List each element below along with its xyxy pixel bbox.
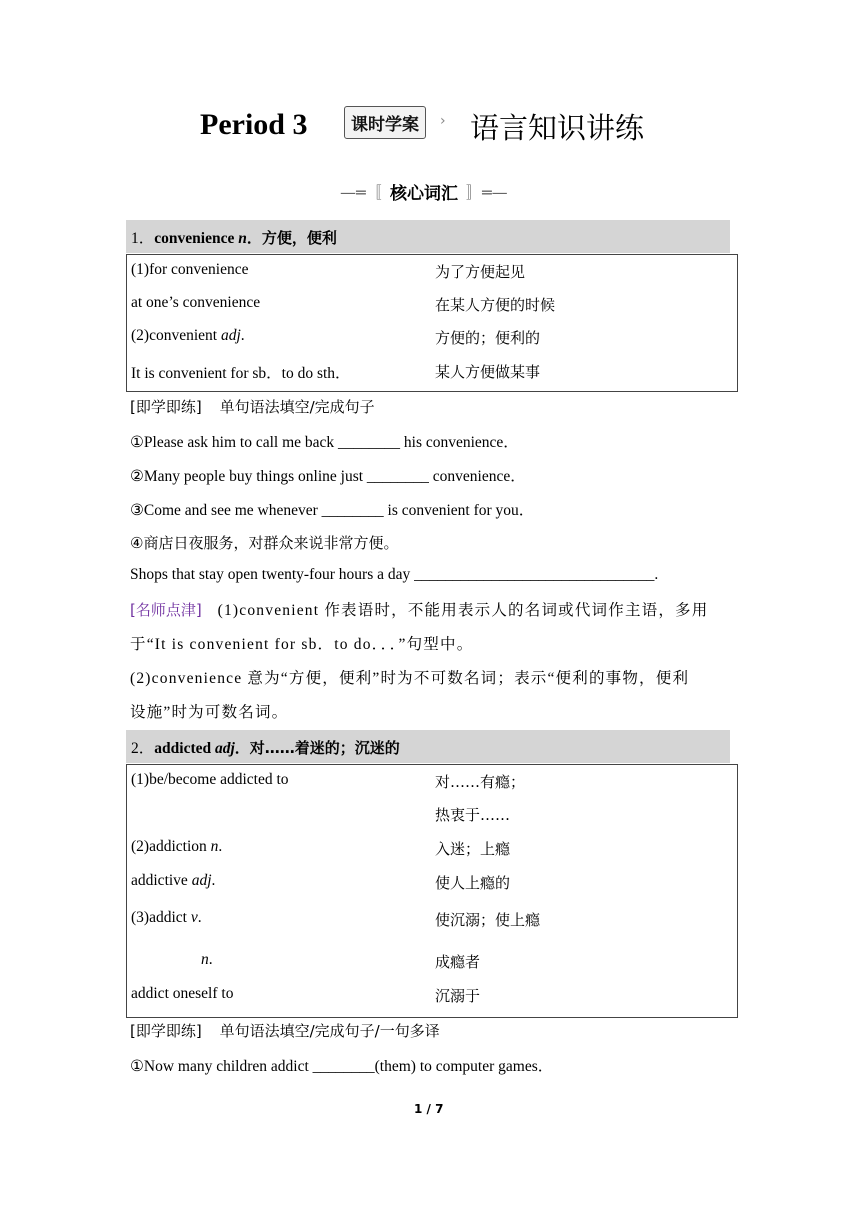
- entry-word: convenience: [154, 230, 235, 247]
- section-deco-right-icon: 〛═—: [466, 183, 508, 202]
- entry-table-convenience: (1)for convenience 为了方便起见 at one’s convenience 在某人方便的时候 (2)convenient adj. 方便的；便利的 It is convenient for sb．to do sth． 某人方便做某事: [126, 254, 738, 392]
- section-title: 核心词汇: [390, 184, 458, 204]
- exercise-q2: ②Many people buy things online just ________ convenience．: [130, 468, 526, 485]
- tip-line-4: 设施”时为可数名词。: [130, 704, 289, 721]
- tip-line-3: (2)convenience 意为“方便，便利”时为不可数名词；表示“便利的事物，便利: [130, 670, 690, 687]
- entry-meaning: ．方便，便利: [246, 229, 337, 247]
- tip-line-2: 于“It is convenient for sb．to do．．．”句型中。: [130, 636, 474, 653]
- exercise-q1: ①Please ask him to call me back ________ his convenience．: [130, 434, 519, 451]
- exercise-q1: ①Now many children addict ________(them) to computer games．: [130, 1058, 554, 1075]
- entry-table-addicted: (1)be/become addicted to 对……有瘾； 热衷于…… (2)addiction n. 入迷；上瘾 addictive adj. 使人上瘾的 (3)addict v. 使沉溺；使上瘾 n. 成瘾者 addict oneself to 沉溺于: [126, 764, 738, 1018]
- practice-heading: [即学即练] 单句语法填空/完成句子: [130, 398, 375, 416]
- exercise-q4-sentence: Shops that stay open twenty-four hours a day _______________________________.: [130, 566, 659, 583]
- page-number: 1 / 7: [414, 1102, 444, 1116]
- tip-line-1: [名师点津] (1)convenient 作表语时，不能用表示人的名词或代词作主语，多用: [130, 601, 709, 619]
- badge-arrow-icon: ›: [440, 113, 446, 129]
- entry-number: 2．: [131, 740, 155, 757]
- entry-pos: n: [238, 230, 247, 247]
- entry-heading-addicted: [126, 730, 730, 763]
- entry-heading-convenience: [126, 220, 730, 253]
- page-subtitle: 语言知识讲练: [470, 111, 645, 145]
- page-title-period: Period 3: [200, 108, 308, 141]
- entry-number: 1．: [131, 230, 155, 247]
- exercise-q4: ④商店日夜服务，对群众来说非常方便。: [130, 534, 399, 552]
- section-deco-left-icon: —═〚: [340, 183, 382, 202]
- entry-word: addicted: [154, 740, 212, 757]
- lesson-badge: 课时学案: [344, 106, 426, 139]
- exercise-q3: ③Come and see me whenever ________ is convenient for you．: [130, 502, 535, 519]
- entry-pos: adj: [214, 740, 235, 757]
- practice-heading: [即学即练] 单句语法填空/完成句子/一句多译: [130, 1022, 440, 1040]
- entry-meaning: ．对……着迷的；沉迷的: [234, 739, 400, 757]
- tip-label: [名师点津]: [130, 601, 202, 619]
